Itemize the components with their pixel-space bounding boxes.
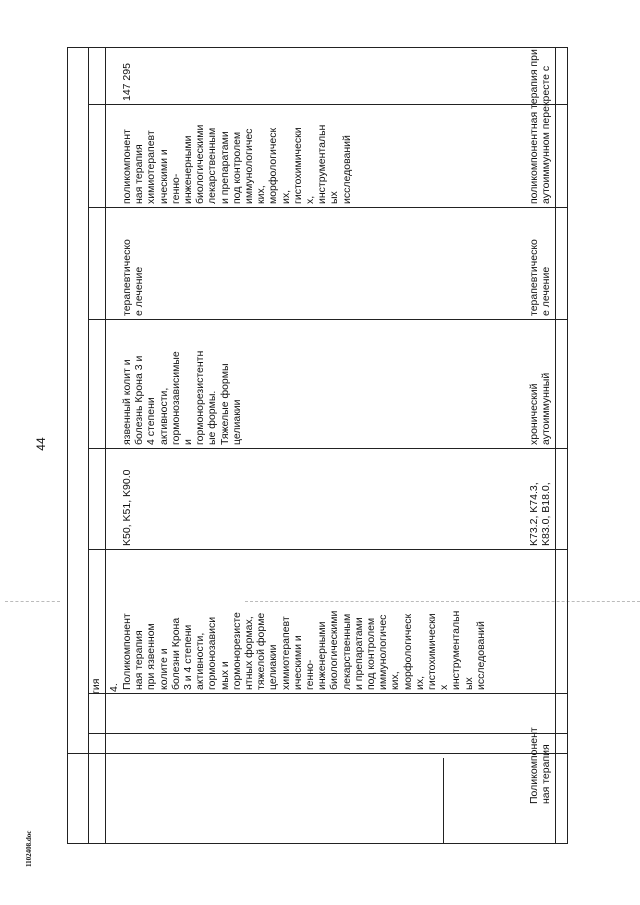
row-number: 4. xyxy=(108,683,120,692)
table-line xyxy=(88,104,568,105)
treatment-type-cell: терапевтическо е лечение xyxy=(121,239,146,316)
table-border-bottom xyxy=(567,48,568,844)
table-line xyxy=(88,448,568,449)
table-line xyxy=(88,693,568,694)
scan-mark-left xyxy=(5,601,60,603)
table-line xyxy=(555,48,556,844)
icd-codes-cell: K73.2, K74.3, K83.0, B18.0, xyxy=(528,482,553,546)
file-name-label: 1102408.doc xyxy=(25,830,33,867)
service-name-cell: Поликомпонент ная терапия при язвенном колите и болезни Крона 3 и 4 степени активности, гормонозависи мых и гормонорезисте нтных формах, тяжелой форме целиакии химиотерапевт ическими и генно- инженерными биологическими лекарственным и препаратами под контролем иммунологичес ких, морфологическ их, гистохимически х инструментальн ых исследований xyxy=(121,610,487,690)
treatment-type-cell: терапевтическо е лечение xyxy=(528,239,553,316)
table-line xyxy=(88,48,89,844)
table-line xyxy=(88,549,568,550)
page-number: 44 xyxy=(34,437,48,451)
icd-codes-cell: K50, K51, K90.0 xyxy=(121,469,133,546)
table-border-left xyxy=(67,843,568,844)
table-border-top xyxy=(67,48,68,844)
table-border-right xyxy=(67,47,568,48)
table-line xyxy=(105,48,106,844)
header-fragment: гия xyxy=(90,678,102,694)
cost-cell: 147 295 xyxy=(121,63,133,101)
treatment-method-cell: поликомпонент ная терапия химиотерапевт ическими и генно- инженерными биологическими лекарственным и препаратами под контролем иммунологичес ких, морфологическ их, гистохимически х, инструментальн ых исследований xyxy=(121,124,353,204)
rotated-table xyxy=(67,48,568,844)
disease-model-cell: хронический аутоиммунный xyxy=(528,372,553,445)
treatment-method-cell: поликомпонентная терапия при аутоиммунном перекресте с xyxy=(528,49,553,204)
table-line xyxy=(67,753,568,754)
service-name-cell: Поликомпонент ная терапия xyxy=(528,727,553,804)
table-line xyxy=(88,319,568,320)
table-line xyxy=(88,733,568,734)
table-line xyxy=(443,758,444,844)
disease-model-cell: язвенный колит и болезнь Крона 3 и 4 степени активности, гормонозависимые и гормонорезистентн ые формы. Тяжелые формы целиакии xyxy=(121,350,243,445)
table-line xyxy=(88,207,568,208)
